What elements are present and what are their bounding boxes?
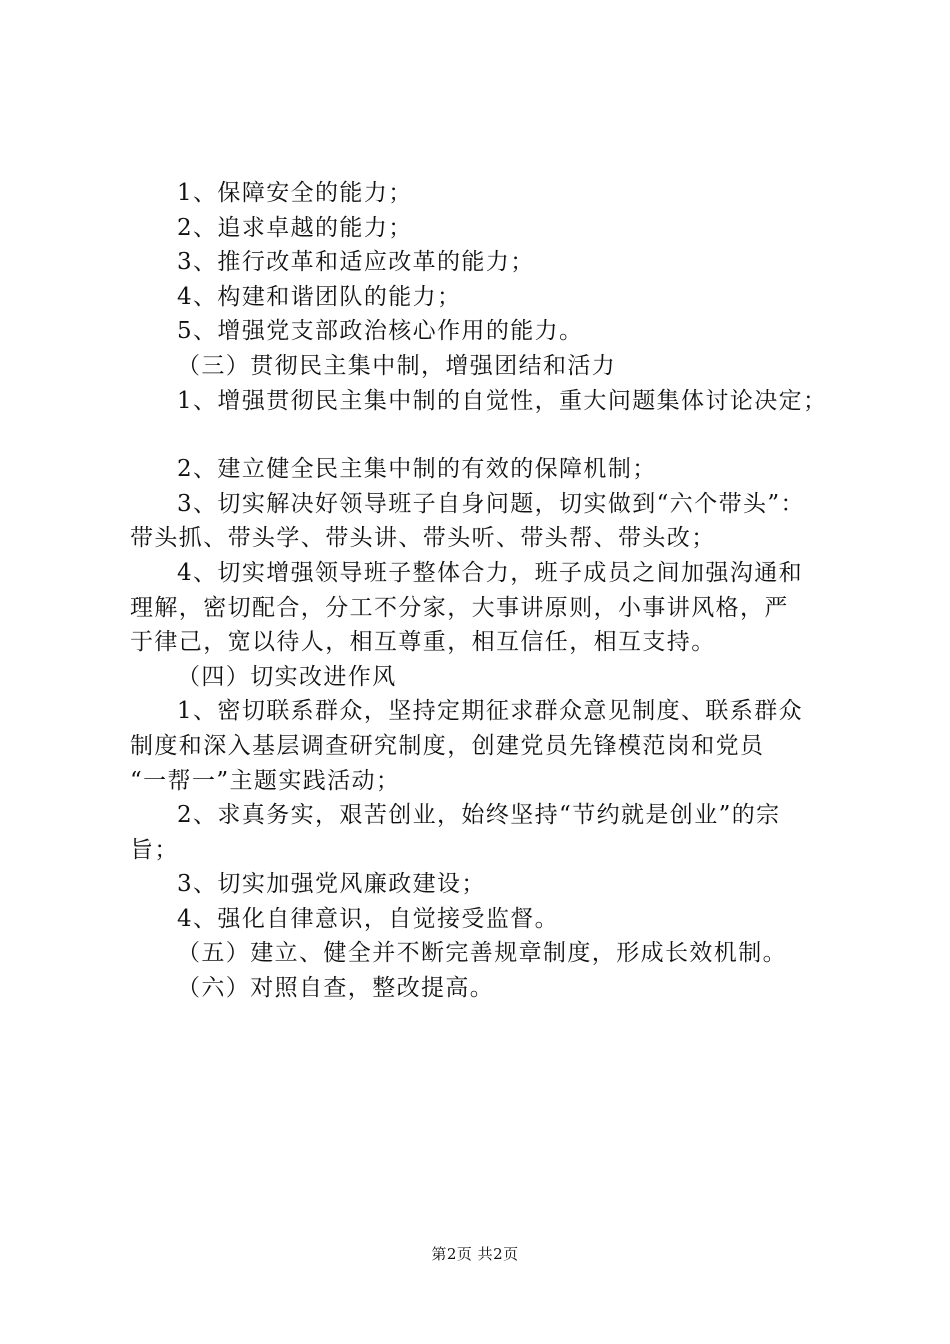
list-item-continuation: 带头抓、带头学、带头讲、带头听、带头帮、带头改； [130, 525, 716, 552]
list-item: 4、切实增强领导班子整体合力，班子成员之间加强沟通和 [177, 559, 804, 586]
section-heading: （三）贯彻民主集中制，增强团结和活力 [177, 352, 617, 379]
list-item: 2、求真务实，艰苦创业，始终坚持“节约就是创业”的宗 [177, 802, 781, 829]
list-item: 5、增强党支部政治核心作用的能力。 [177, 318, 584, 345]
list-item-continuation: 于律己，宽以待人，相互尊重，相互信任，相互支持。 [130, 629, 716, 656]
document-body [130, 176, 842, 1006]
list-item: 4、构建和谐团队的能力； [177, 283, 462, 310]
list-item: 3、切实解决好领导班子自身问题，切实做到“六个带头”： [177, 490, 805, 517]
list-item-continuation: 旨； [130, 836, 179, 863]
list-item-continuation: 理解，密切配合，分工不分家，大事讲原则，小事讲风格，严 [130, 594, 789, 621]
list-item: 1、保障安全的能力； [177, 180, 413, 206]
page-footer: 第2页 共2页 [431, 1245, 519, 1263]
list-item: 3、推行改革和适应改革的能力； [177, 249, 535, 276]
section-heading: （五）建立、健全并不断完善规章制度，形成长效机制。 [177, 940, 787, 967]
list-item: 1、密切联系群众，坚持定期征求群众意见制度、联系群众 [177, 698, 804, 725]
list-item: 3、切实加强党风廉政建设； [177, 871, 486, 898]
list-item: 1、增强贯彻民主集中制的自觉性，重大问题集体讨论决定； [177, 387, 828, 414]
list-item-continuation: “一帮一”主题实践活动； [130, 767, 401, 794]
section-heading: （六）对照自查，整改提高。 [177, 975, 495, 1002]
list-item: 2、建立健全民主集中制的有效的保障机制； [177, 456, 657, 483]
section-heading: （四）切实改进作风 [177, 663, 397, 690]
list-item: 2、追求卓越的能力； [177, 214, 413, 241]
list-item: 4、强化自律意识，自觉接受监督。 [177, 905, 560, 932]
list-item-continuation: 制度和深入基层调查研究制度，创建党员先锋模范岗和党员 [130, 732, 765, 759]
